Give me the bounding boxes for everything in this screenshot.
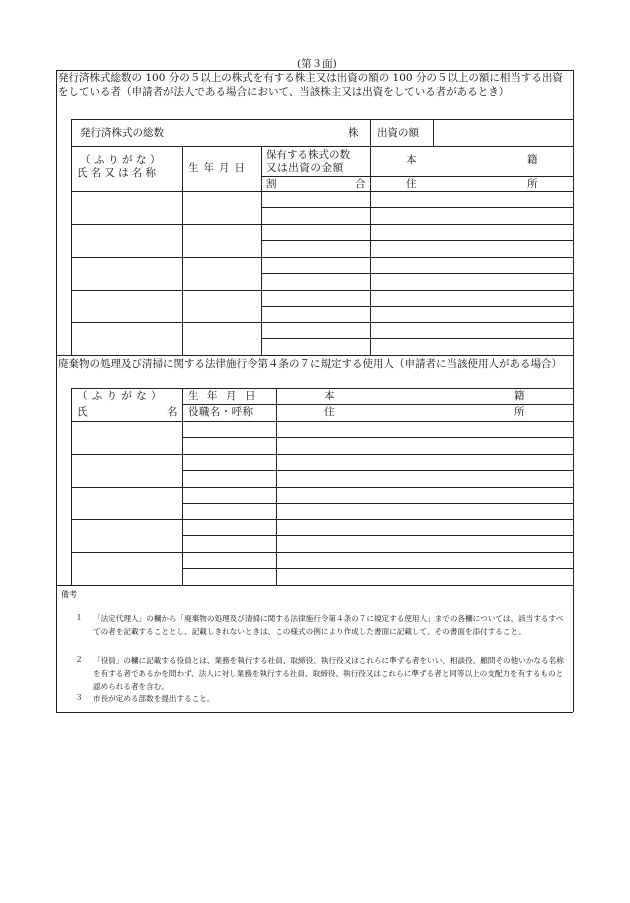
ratio-label-left: 割: [266, 178, 277, 190]
employee-birthdate-label: 生年月日: [188, 390, 264, 402]
domicile-label-left: 本: [406, 154, 417, 166]
holdings-label-2: 又は出資の金額: [266, 162, 344, 174]
address-label-right: 所: [527, 178, 538, 190]
note-2-number: ２: [75, 655, 83, 664]
page-number-label: (第３面): [297, 58, 337, 70]
employee-domicile-left: 本: [324, 390, 335, 402]
domicile-label-right: 籍: [527, 154, 538, 166]
investment-amount-label: 出資の額: [377, 127, 419, 139]
notes-title: 備考: [61, 590, 77, 599]
holdings-label-1: 保有する株式の数: [266, 149, 350, 161]
employees-heading: 廃棄物の処理及び清掃に関する法律施行令第４条の７に規定する使用人（申請者に当該使用人がある場合）: [58, 358, 562, 370]
employee-furigana-label: （ふりがな）: [77, 390, 166, 402]
furigana-label: （ふりがな）: [80, 154, 164, 166]
ratio-label-right: 合: [355, 178, 366, 190]
employee-name-left: 氏: [77, 406, 88, 418]
employee-address-left: 住: [324, 406, 335, 418]
total-shares-label: 発行済株式の総数: [80, 127, 164, 139]
name-or-title-label: 氏名又は名称: [77, 167, 160, 179]
birthdate-label: 生年月日: [188, 162, 250, 174]
note-1-text: 「法定代理人」の欄から「廃棄物の処理及び清掃に関する法律施行令第４条の７に規定する使用人」までの各欄については、該当するすべての者を記載することとし、記載しきれないときは、この様式の例により作成した書面に記載して、その書面を添付すること。: [93, 614, 564, 636]
note-1-number: １: [75, 613, 83, 622]
employee-address-right: 所: [514, 406, 525, 418]
note-2-text: 「役員」の欄に記載する役員とは、業務を執行する社員、取締役、執行役又はこれらに準ずる者をいい、相談役、顧問その他いかなる名称を有する者であるかを問わず、法人に対し業務を執行する社員、取締役、執行役又はこれらに準ずる者と同等以上の支配力を有するものと認められる者を含む。: [93, 656, 564, 691]
note-3-number: ３: [75, 693, 83, 702]
employee-title-label: 役職名・呼称: [188, 406, 254, 418]
employee-domicile-right: 籍: [514, 390, 525, 402]
shareholders-heading: 発行済株式総数の 100 分の５以上の株式を有する株主又は出資の額の 100 分の５以上の額に相当する出資をしている者（申請者が法人である場合において、当該株主又は出資をしている者があるとき）: [58, 72, 563, 98]
shares-unit: 株: [348, 127, 359, 139]
note-3-text: 市長が定める部数を提出すること。: [93, 694, 215, 703]
employee-name-right: 名: [167, 406, 178, 418]
address-label-left: 住: [406, 178, 417, 190]
